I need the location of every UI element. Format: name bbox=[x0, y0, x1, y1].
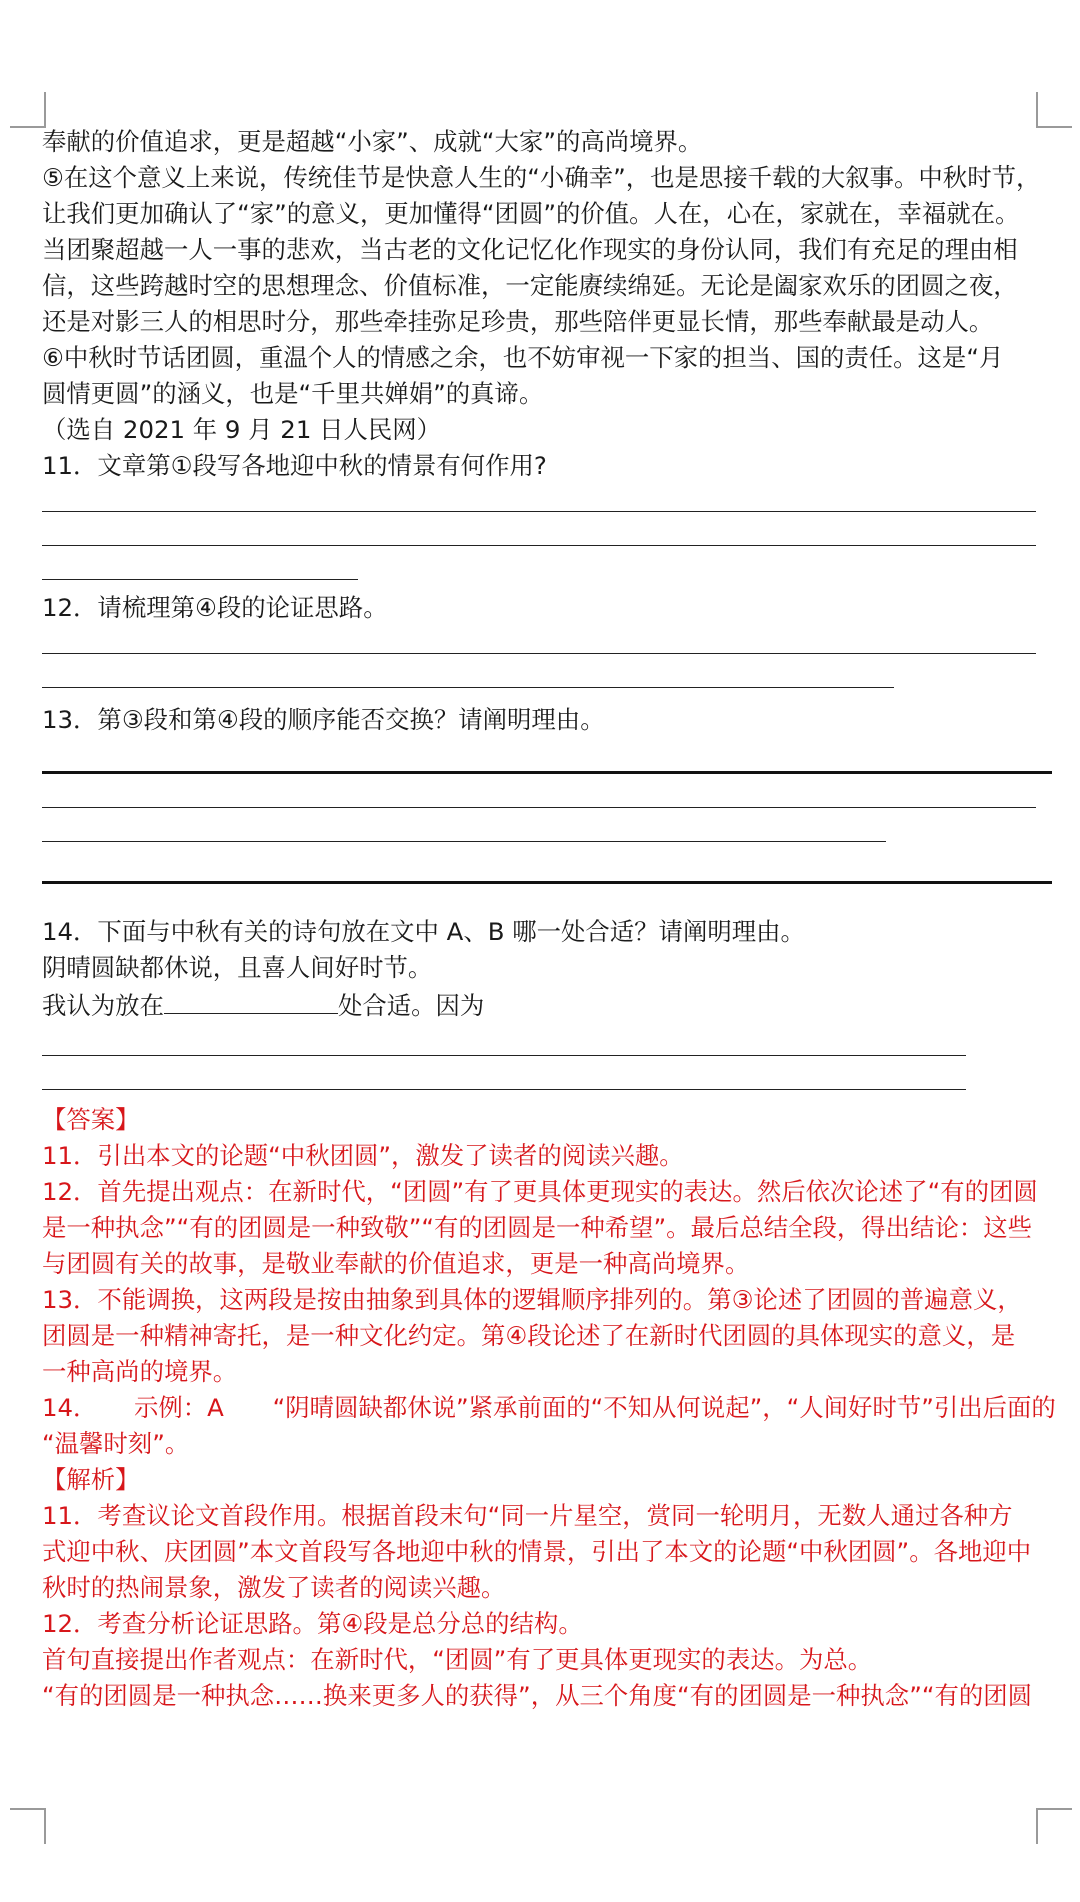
answer-14-line: 14． 示例：A “阴晴圆缺都休说”紧承前面的“不知从何说起”，“人间好时节”引出后面的 bbox=[42, 1393, 1056, 1422]
answer-blank-12-2[interactable] bbox=[42, 660, 1038, 694]
paragraph-5-line: 还是对影三人的相思时分，那些牵挂弥足珍贵，那些陪伴更显长情，那些奉献最是动人。 bbox=[42, 307, 994, 336]
analysis-11-line: 秋时的热闹景象，激发了读者的阅读兴趣。 bbox=[42, 1573, 506, 1602]
passage bbox=[42, 124, 1041, 448]
answer-13-line: 13．不能调换，这两段是按由抽象到具体的逻辑顺序排列的。第③论述了团圆的普遍意义， bbox=[42, 1285, 1022, 1314]
analysis-12-line: 首句直接提出作者观点：在新时代，“团圆”有了更具体更现实的表达。为总。 bbox=[42, 1645, 873, 1674]
question-14-prompt bbox=[42, 986, 1038, 1024]
answer-blank-11-1[interactable] bbox=[42, 484, 1038, 518]
fill-in-blank-position[interactable] bbox=[164, 986, 338, 1014]
crop-mark-bottom-left bbox=[10, 1808, 46, 1844]
question-13: 13．第③段和第④段的顺序能否交换？请阐明理由。 bbox=[42, 705, 605, 734]
answer-section bbox=[42, 1102, 1056, 1462]
passage-line: 奉献的价值追求，更是超越“小家”、成就“大家”的高尚境界。 bbox=[42, 127, 703, 156]
answer-12-line: 是一种执念”“有的团圆是一种致敬”“有的团圆是一种希望”。最后总结全段，得出结论：这些 bbox=[42, 1213, 1033, 1242]
analysis-11-line: 式迎中秋、庆团圆”本文首段写各地迎中秋的情景，引出了本文的论题“中秋团圆”。各地迎中 bbox=[42, 1537, 1032, 1566]
paragraph-6-line: ⑥中秋时节话团圆，重温个人的情感之余，也不妨审视一下家的担当、国的责任。这是“月 bbox=[42, 343, 1004, 372]
answer-blank-13-3[interactable] bbox=[42, 814, 1038, 848]
answer-13-line: 一种高尚的境界。 bbox=[42, 1357, 238, 1386]
paragraph-5-line: 信，这些跨越时空的思想理念、价值标准，一定能赓续绵延。无论是阖家欢乐的团圆之夜， bbox=[42, 271, 1018, 300]
answer-blank-11-2[interactable] bbox=[42, 518, 1038, 552]
answer-blank-13-2[interactable] bbox=[42, 780, 1038, 814]
paragraph-5-line: 当团聚超越一人一事的悲欢，当古老的文化记忆化作现实的身份认同，我们有充足的理由相 bbox=[42, 235, 1018, 264]
answer-11: 11．引出本文的论题“中秋团圆”，激发了读者的阅读兴趣。 bbox=[42, 1141, 684, 1170]
question-14: 14．下面与中秋有关的诗句放在文中 A、B 哪一处合适？请阐明理由。 bbox=[42, 917, 805, 946]
question-14-suffix: 处合适。因为 bbox=[337, 991, 485, 1020]
question-14-poem: 阴晴圆缺都休说，且喜人间好时节。 bbox=[42, 953, 433, 982]
paragraph-6-line: 圆情更圆”的涵义，也是“千里共婵娟”的真谛。 bbox=[42, 379, 544, 408]
answer-blank-14-1[interactable] bbox=[42, 1024, 1038, 1062]
crop-mark-bottom-right bbox=[1036, 1808, 1072, 1844]
question-11: 11．文章第①段写各地迎中秋的情景有何作用? bbox=[42, 451, 547, 480]
analysis-heading: 【解析】 bbox=[42, 1465, 140, 1494]
source-citation: （选自 2021 年 9 月 21 日人民网） bbox=[42, 415, 442, 444]
question-14-prefix: 我认为放在 bbox=[42, 991, 164, 1020]
answer-12-line: 与团圆有关的故事，是敬业奉献的价值追求，更是一种高尚境界。 bbox=[42, 1249, 750, 1278]
answer-14-line: “温馨时刻”。 bbox=[42, 1429, 190, 1458]
analysis-12-line: 12．考查分析论证思路。第④段是总分总的结构。 bbox=[42, 1609, 583, 1638]
answer-heading: 【答案】 bbox=[42, 1105, 140, 1134]
answer-13-line: 团圆是一种精神寄托，是一种文化约定。第④段论述了在新时代团圆的具体现实的意义，是 bbox=[42, 1321, 1016, 1350]
answer-blank-13-1[interactable] bbox=[42, 738, 1038, 780]
answer-blank-14-2[interactable] bbox=[42, 1062, 1038, 1096]
analysis-12-line: “有的团圆是一种执念……换来更多人的获得”，从三个角度“有的团圆是一种执念”“有的团圆 bbox=[42, 1681, 1033, 1710]
crop-mark-top-left bbox=[10, 92, 46, 128]
question-12: 12．请梳理第④段的论证思路。 bbox=[42, 593, 388, 622]
crop-mark-top-right bbox=[1036, 92, 1072, 128]
paragraph-5-line: ⑤在这个意义上来说，传统佳节是快意人生的“小确幸”，也是思接千载的大叙事。中秋时节， bbox=[42, 163, 1041, 192]
analysis-section bbox=[42, 1462, 1038, 1714]
analysis-11-line: 11．考查议论文首段作用。根据首段末句“同一片星空，赏同一轮明月，无数人通过各种方 bbox=[42, 1501, 1013, 1530]
answer-12-line: 12．首先提出观点：在新时代，“团圆”有了更具体更现实的表达。然后依次论述了“有的团圆 bbox=[42, 1177, 1038, 1206]
answer-blank-11-3[interactable] bbox=[42, 552, 1038, 586]
paragraph-5-line: 让我们更加确认了“家”的意义，更加懂得“团圆”的价值。人在，心在，家就在，幸福就在。 bbox=[42, 199, 1020, 228]
answer-blank-13-4[interactable] bbox=[42, 848, 1038, 890]
answer-blank-12-1[interactable] bbox=[42, 626, 1038, 660]
document-page bbox=[42, 124, 1056, 1714]
